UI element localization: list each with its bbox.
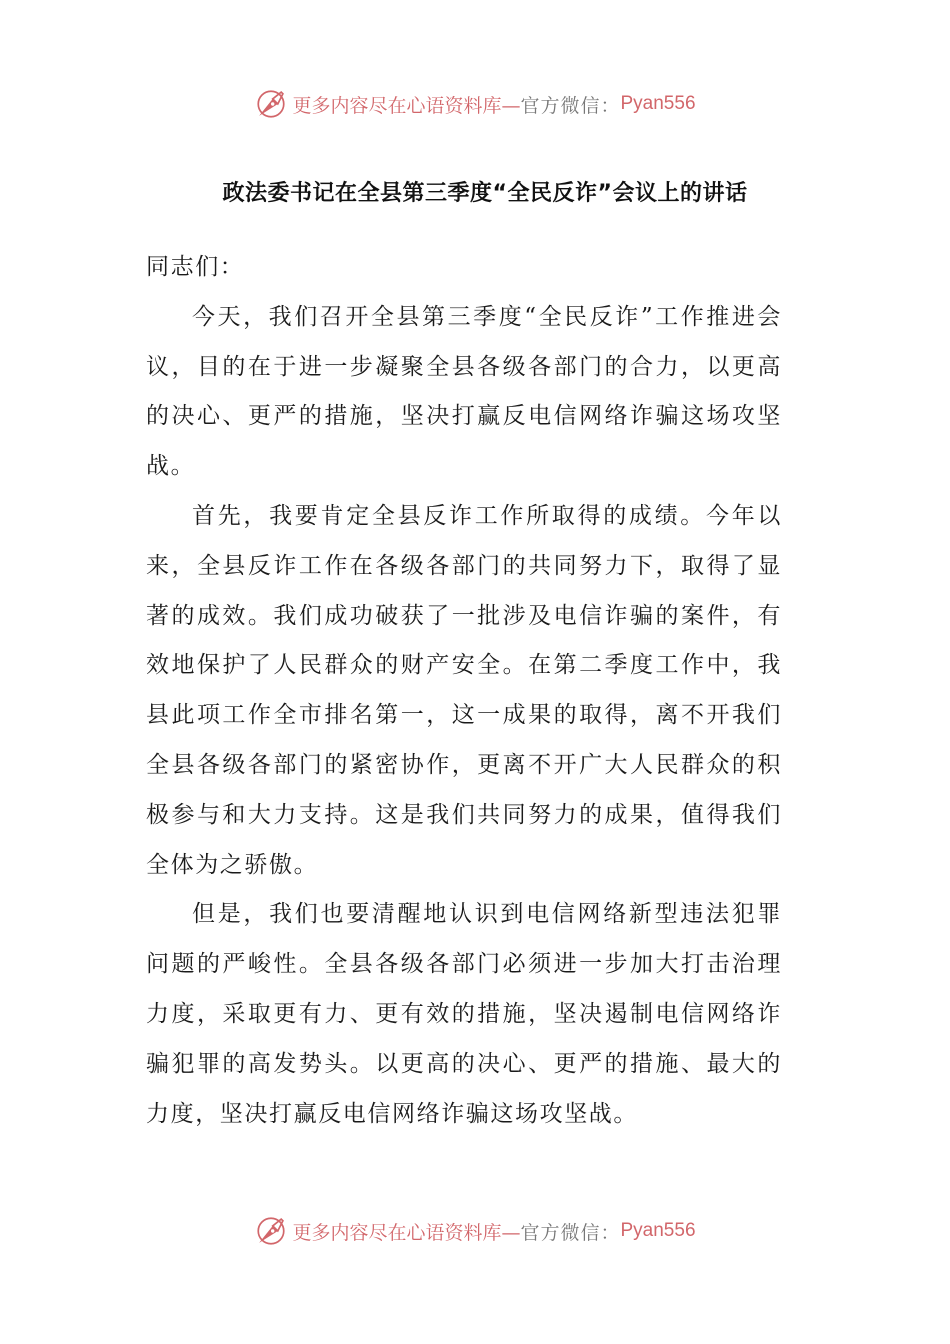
footer-banner-wechat-id: Pyan556 <box>620 1220 696 1241</box>
header-banner-text: 更多内容尽在心语资料库— <box>292 94 521 117</box>
pen-nib-logo-icon <box>254 1214 288 1248</box>
salutation: 同志们： <box>146 254 245 280</box>
document-body <box>146 243 782 1139</box>
document-title: 政法委书记在全县第三季度“全民反诈”会议上的讲话 <box>222 181 748 206</box>
header-banner-wechat-label: 官方微信： <box>520 94 621 117</box>
footer-banner-text: 更多内容尽在心语资料库— <box>292 1221 521 1244</box>
footer-banner-wechat-label: 官方微信： <box>520 1221 621 1244</box>
header-banner <box>0 84 950 124</box>
pen-nib-logo-icon <box>254 87 288 121</box>
paragraph-1: 今天，我们召开全县第三季度“全民反诈”工作推进会议，目的在于进一步凝聚全县各级各部门的合力，以更高的决心、更严的措施，坚决打赢反电信网络诈骗这场攻坚战。 <box>146 303 782 480</box>
paragraph-2: 首先，我要肯定全县反诈工作所取得的成绩。今年以来，全县反诈工作在各级各部门的共同努力下，取得了显著的成效。我们成功破获了一批涉及电信诈骗的案件，有效地保护了人民群众的财产安全。在第二季度工作中，我县此项工作全市排名第一，这一成果的取得，离不开我们全县各级各部门的紧密协作，更离不开广大人民群众的积极参与和大力支持。这是我们共同努力的成果，值得我们全体为之骄傲。 <box>146 502 782 878</box>
header-banner-wechat-id: Pyan556 <box>620 93 696 114</box>
paragraph-3: 但是，我们也要清醒地认识到电信网络新型违法犯罪问题的严峻性。全县各级各部门必须进一步加大打击治理力度，采取更有力、更有效的措施，坚决遏制电信网络诈骗犯罪的高发势头。以更高的决心、更严的措施、最大的力度，坚决打赢反电信网络诈骗这场攻坚战。 <box>146 901 782 1127</box>
footer-banner <box>0 1211 950 1251</box>
